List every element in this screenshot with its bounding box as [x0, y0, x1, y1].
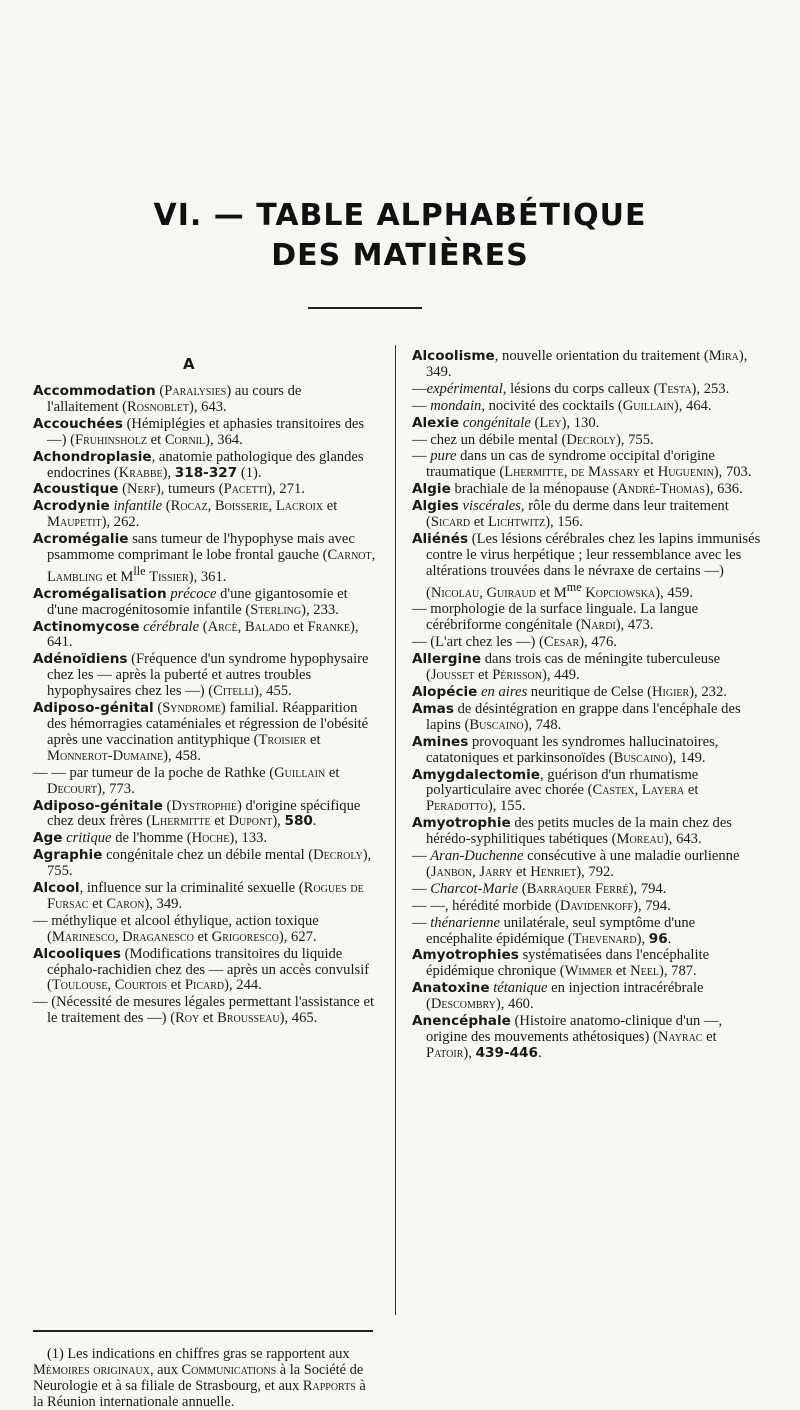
index-entry: Anatoxine tétanique en injection intracérébrale (Descombry), 460. [412, 980, 704, 1013]
index-entry: — pure dans un cas de syndrome occipital d'origine traumatique (Lhermitte, de Massary et Huguenin), 703. [412, 448, 752, 481]
index-entry: Adiposo-génitale (Dystrophie) d'origine spécifique chez deux frères (Lhermitte et Dupont), 580. [33, 797, 361, 830]
index-entry: — (L'art chez les —) (Cesar), 476. [412, 634, 617, 651]
index-entry: Amyotrophie des petits mucles de la main chez des hérédo-syphilitiques tabétiques (Moreau), 643. [412, 815, 732, 848]
index-entry: Amines provoquant les syndromes hallucinatoires, catatoniques et parkinsonoïdes (Buscaino), 149. [412, 733, 719, 766]
index-entry: Acromégalie sans tumeur de l'hypophyse mais avec psammome comprimant le lobe frontal gauche (Carnot, Lambling et $M^{lle}$ Tissier), 361. [33, 531, 376, 585]
page-title-line-1: VI. — TABLE ALPHABÉTIQUE [153, 198, 647, 233]
index-entry: Agraphie congénitale chez un débile mental (Decroly), 755. [33, 847, 372, 880]
index-entry: Acrodynie infantile (Rocaz, Boisserie, Lacroix et Maupetit), 262. [33, 498, 338, 531]
index-entry: Allergine dans trois cas de méningite tuberculeuse (Jousset et Périsson), 449. [412, 651, 721, 684]
index-entry: Adénoïdiens (Fréquence d'un syndrome hypophysaire chez les — après la puberté et autres troubles hypophysaires chez les —) (Citelli), 455. [33, 651, 369, 700]
index-entry: — —, hérédité morbide (Davidenkoff), 794. [412, 897, 671, 914]
index-entry: — chez un débile mental (Decroly), 755. [412, 431, 654, 448]
index-entry: Alcooliques (Modifications transitoires du liquide céphalo-rachidien chez des — après un accès convulsif (Toulouse, Courtois et Picard), 244. [33, 945, 370, 994]
index-entry: — Aran-Duchenne consécutive à une maladie ourlienne (Janbon, Jarry et Henriet), 792. [412, 848, 740, 880]
index-entry: Amyotrophies systématisées dans l'encéphalite épidémique chronique (Wimmer et Neel), 787. [412, 947, 710, 980]
index-entry: Amygdalectomie, guérison d'un rhumatisme polyarticulaire avec chorée (Castex, Layera et Peradotto), 155. [412, 766, 699, 815]
section-letter: A [183, 355, 195, 373]
index-entry: Age critique de l'homme (Hoche), 133. [33, 830, 268, 847]
footnote: (1) Les indications en chiffres gras se rapportent aux Mémoires originaux, aux Communications à la Société de Neurologie et à sa filiale de Strasbourg, et aux Rapports à la Réunion internationale annuelle. [33, 1346, 366, 1410]
index-entry: Acromégalisation précoce d'une gigantosomie et d'une macrogénitosomie infantile (Sterling), 233. [33, 585, 348, 618]
index-entry: — Charcot-Marie (Barraquer Ferré), 794. [412, 880, 667, 897]
index-column-left [33, 384, 376, 1028]
index-entry: Aliénés (Les lésions cérébrales chez les lapins immunisés contre le virus herpétique ; leur ressemblance avec les altérations trouvées dans le névraxe de certains —) (Nicolau, Guiraud et $M^{me}$ Kopciowska), 459. [412, 530, 761, 601]
index-entry: Alopécie en aires neuritique de Celse (Higier), 232. [412, 683, 727, 700]
index-entry: Achondroplasie, anatomie pathologique des glandes endocrines (Krabbe), 318-327 (1). [33, 448, 364, 481]
index-entry: Amas de désintégration en grappe dans l'encéphale des lapins (Buscaino), 748. [412, 700, 741, 733]
index-entry: Alcoolisme, nouvelle orientation du traitement (Mira), 349. [412, 348, 748, 380]
index-entry: — méthylique et alcool éthylique, action toxique (Marinesco, Draganesco et Grigoresco), 627. [33, 912, 319, 945]
index-entry: — (Nécessité de mesures légales permettant l'assistance et le traitement des —) (Roy et Brousseau), 465. [33, 994, 374, 1027]
index-entry: Accommodation (Paralysies) au cours de l'allaitement (Rosnoblet), 643. [33, 383, 302, 415]
column-separator [395, 345, 396, 1315]
index-column-right [412, 349, 764, 1063]
index-entry: Adiposo-génital (Syndrome) familial. Réapparition des hémorragies cataméniales et régression de l'obésité après une vaccination antityphique (Troisier et Monnerot-Dumaine), 458. [33, 700, 369, 764]
index-entry: Accouchées (Hémiplégies et aphasies transitoires des —) (Fruhinsholz et Cornil), 364. [33, 415, 365, 448]
index-entry: Algies viscérales, rôle du derme dans leur traitement (Sicard et Lichtwitz), 156. [412, 498, 729, 531]
index-entry: Alexie congénitale (Ley), 130. [412, 414, 600, 431]
index-entry: Actinomycose cérébrale (Arcé, Balado et Franke), 641. [33, 618, 359, 651]
index-entry: Alcool, influence sur la criminalité sexuelle (Rogues de Fursac et Caron), 349. [33, 880, 364, 912]
index-entry: Anencéphale (Histoire anatomo-clinique d'un —, origine des mouvements athétosiques) (Nayrac et Patoir), 439-446. [412, 1013, 723, 1061]
index-entry: —expérimental, lésions du corps calleux (Testa), 253. [412, 380, 730, 397]
page-title-line-2: DES MATIÈRES [271, 238, 529, 273]
index-entry: — morphologie de la surface linguale. La langue cérébriforme congénitale (Nardi), 473. [412, 601, 699, 634]
index-entry: — thénarienne unilatérale, seul symptôme d'une encéphalite épidémique (Thevenard), 96. [412, 914, 696, 947]
footnote-rule [33, 1330, 373, 1332]
index-entry: Algie brachiale de la ménopause (André-Thomas), 636. [412, 481, 743, 498]
title-divider [308, 307, 422, 309]
index-entry: Acoustique (Nerf), tumeurs (Pacetti), 271. [33, 481, 305, 498]
index-entry: — — par tumeur de la poche de Rathke (Guillain et Decourt), 773. [33, 764, 340, 797]
index-entry: — mondain, nocivité des cocktails (Guillain), 464. [412, 397, 712, 414]
